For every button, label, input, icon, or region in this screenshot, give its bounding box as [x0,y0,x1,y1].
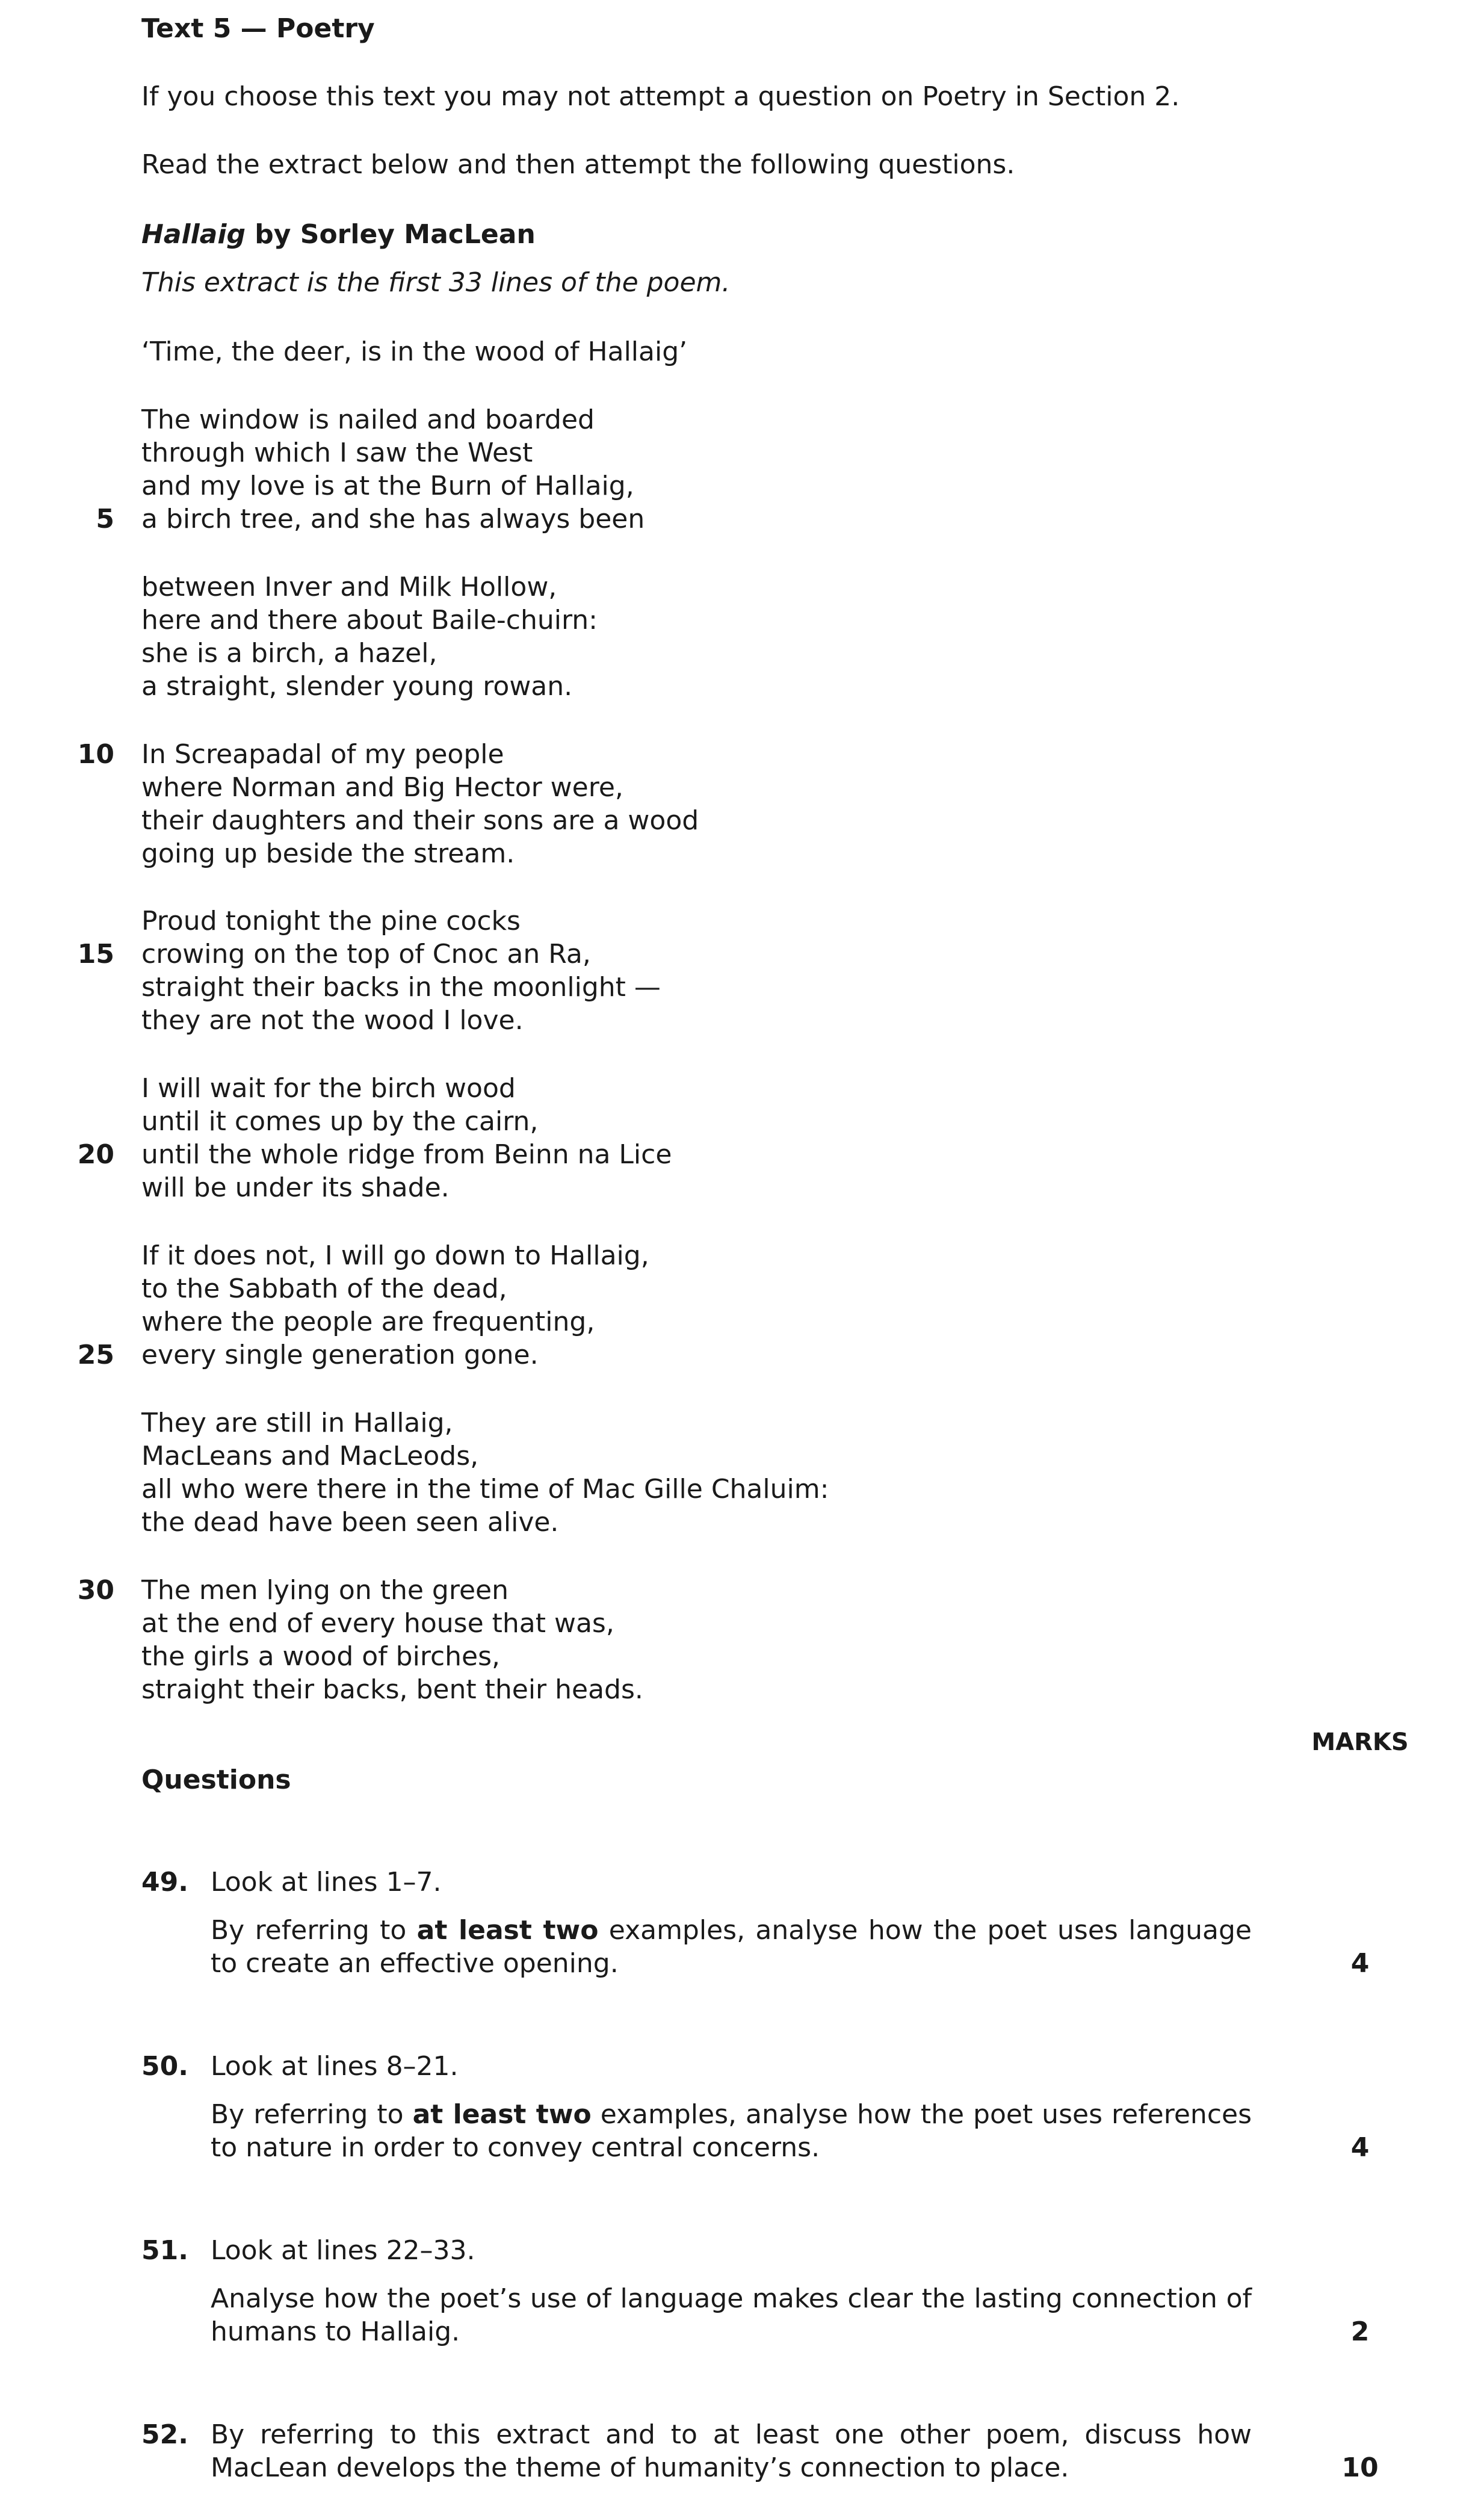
question-marks: 10 [1341,2452,1379,2483]
poem-line: They are still in Hallaig, [141,1408,453,1438]
stanza-2 [141,571,598,703]
question-marks: 4 [1350,2132,1370,2163]
poem-line: If it does not, I will go down to Hallaig, [141,1240,649,1271]
question-body: Analyse how the poet’s use of language makes clear the lasting connection of humans to Hallaig. [211,2283,1252,2347]
question-number: 52. [141,2419,188,2450]
poem-line: the dead have been seen alive. [141,1507,559,1538]
stanza-4 [141,905,661,1037]
poem-line: their daughters and their sons are a wood [141,805,699,836]
poem-line: the girls a wood of birches, [141,1641,500,1672]
question-body [211,2098,1252,2164]
question-marks: 2 [1350,2316,1370,2347]
poem-line: The window is nailed and boarded [141,404,595,435]
poem-line: will be under its shade. [141,1172,450,1203]
poem-line: straight their backs, bent their heads. [141,1674,643,1705]
line-number: 20 [77,1139,114,1170]
poem-line: all who were there in the time of Mac Gille Chaluim: [141,1474,829,1505]
question-lead: Look at lines 22–33. [211,2235,475,2266]
line-number: 10 [77,739,114,770]
question-body: By referring to this extract and to at least one other poem, discuss how MacLean develops the theme of humanity’s connection to place. [211,2419,1252,2483]
poem-epigraph: ‘Time, the deer, is in the wood of Hallaig’ [141,336,688,367]
poem-line: crowing on the top of Cnoc an Ra, [141,939,591,970]
question-body-emphasis: at least two [416,1915,599,1946]
questions-heading: Questions [141,1765,291,1795]
stanza-1 [141,403,645,536]
stanza-7 [141,1406,829,1539]
extract-note: This extract is the first 33 lines of the poem. [141,267,731,298]
section-title: Text 5 — Poetry [141,13,375,44]
line-number: 5 [96,504,114,534]
poem-byline: by Sorley MacLean [245,219,536,250]
stanza-5 [141,1072,672,1204]
question-number: 51. [141,2235,188,2266]
poem-line: going up beside the stream. [141,838,515,869]
poem-title-line [141,218,536,251]
line-number: 15 [77,939,114,970]
poem-line: The men lying on the green [141,1575,509,1606]
poem-line: here and there about Baile-chuirn: [141,605,598,636]
poem-line: MacLeans and MacLeods, [141,1441,479,1471]
question-marks: 4 [1350,1948,1370,1979]
poem-line: In Screapadal of my people [141,739,504,770]
poem-line: to the Sabbath of the dead, [141,1273,507,1304]
instruction-read: Read the extract below and then attempt the following questions. [141,149,1015,180]
poem-line: Proud tonight the pine cocks [141,906,521,936]
instruction-choice: If you choose this text you may not attempt a question on Poetry in Section 2. [141,81,1180,112]
line-number: 30 [77,1575,114,1606]
poem-title: Hallaig [141,219,246,250]
question-body-text: By referring to [211,1915,417,1946]
poem-line: straight their backs in the moonlight — [141,972,661,1003]
poem-line: they are not the wood I love. [141,1005,524,1036]
question-body-emphasis: at least two [412,2099,592,2130]
question-lead: Look at lines 1–7. [211,1867,442,1898]
marks-column-heading: MARKS [1311,1728,1409,1756]
poem-line: and my love is at the Burn of Hallaig, [141,471,634,501]
poem-line: between Inver and Milk Hollow, [141,572,557,602]
stanza-8 [141,1574,643,1706]
poem-line: at the end of every house that was, [141,1608,614,1639]
poem-line: a straight, slender young rowan. [141,671,573,702]
poem-line: a birch tree, and she has always been [141,504,645,534]
line-number: 25 [77,1340,114,1370]
stanza-6 [141,1239,649,1372]
poem-line: she is a birch, a hazel, [141,638,437,669]
poem-line: where Norman and Big Hector were, [141,772,623,803]
poem-line: until it comes up by the cairn, [141,1106,539,1137]
question-body-text: By referring to [211,2099,413,2130]
question-body-text: examples, analyse how the poet uses language to create an effective opening. [211,1915,1252,1979]
poem-line: I will wait for the birch wood [141,1073,516,1104]
question-number: 50. [141,2051,188,2082]
poem-line: every single generation gone. [141,1340,539,1370]
question-lead: Look at lines 8–21. [211,2051,459,2082]
stanza-3 [141,738,699,870]
question-body [211,1914,1252,1980]
question-body-text: examples, analyse how the poet uses references to nature in order to convey central concerns. [211,2099,1252,2163]
poem-line: where the people are frequenting, [141,1307,595,1337]
question-number: 49. [141,1867,188,1898]
poem-line: through which I saw the West [141,438,533,468]
poem-line: until the whole ridge from Beinn na Lice [141,1139,672,1170]
